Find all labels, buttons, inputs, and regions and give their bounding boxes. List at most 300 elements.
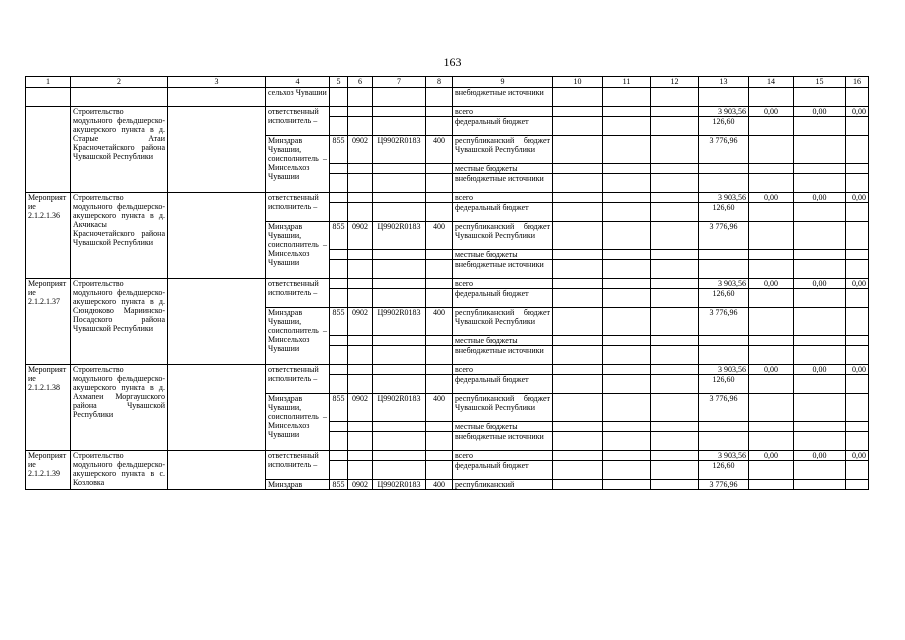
col3-cell [168, 88, 266, 107]
value-cell [749, 136, 794, 164]
table-row [26, 107, 869, 117]
value-cell [553, 461, 603, 480]
source-cell: местные бюджеты [453, 164, 553, 174]
source-cell: всего [453, 451, 553, 461]
classifier-cell [330, 250, 348, 260]
value-cell [603, 193, 651, 203]
classifier-cell [348, 336, 373, 346]
value-cell [846, 260, 869, 279]
total-value-cell [699, 336, 749, 346]
value-cell [749, 308, 794, 336]
classifier-cell [373, 260, 426, 279]
source-cell: всего [453, 193, 553, 203]
source-cell: внебюджетные источники [453, 346, 553, 365]
classifier-cell [348, 422, 373, 432]
value-cell [749, 432, 794, 451]
total-value-cell: 3 776,96 [699, 136, 749, 164]
classifier-cell [373, 365, 426, 375]
value-cell [749, 250, 794, 260]
value-cell [749, 117, 794, 136]
header-cell: 3 [168, 77, 266, 88]
classifier-cell [426, 193, 453, 203]
header-cell: 8 [426, 77, 453, 88]
value-cell [651, 375, 699, 394]
value-cell [846, 394, 869, 422]
value-cell [603, 336, 651, 346]
value-cell [749, 222, 794, 250]
classifier-cell [426, 289, 453, 308]
measure-code: Мероприятие 2.1.2.1.36 [26, 193, 71, 279]
source-cell: всего [453, 107, 553, 117]
value-cell [603, 480, 651, 490]
vr-cell: 400 [426, 480, 453, 490]
total-value-cell [699, 164, 749, 174]
source-cell: республиканский бюджет Чувашской Республики [453, 308, 553, 336]
classifier-cell [330, 346, 348, 365]
value-cell [603, 203, 651, 222]
rzpr-cell: 0902 [348, 308, 373, 336]
value-cell [651, 480, 699, 490]
value-cell [749, 336, 794, 346]
value-cell [651, 308, 699, 336]
header-row [26, 77, 869, 88]
value-cell [794, 174, 846, 193]
value-cell [651, 279, 699, 289]
value-cell [651, 136, 699, 164]
value-cell [553, 346, 603, 365]
name-cell [71, 88, 168, 107]
value-cell [603, 289, 651, 308]
value-cell: 0,00 [749, 451, 794, 461]
value-cell [794, 308, 846, 336]
measure-name: Строительство модульного фельдшерско-акушерского пункта в д. Акчикасы Красночетайского района Чувашской Республики [71, 193, 168, 279]
vr-cell: 400 [426, 308, 453, 336]
col3-cell [168, 193, 266, 279]
rzpr-cell: 0902 [348, 480, 373, 490]
grbs-cell: 855 [330, 480, 348, 490]
value-cell: 0,00 [794, 107, 846, 117]
value-cell [603, 260, 651, 279]
value-cell [603, 394, 651, 422]
value-cell [651, 451, 699, 461]
value-cell [794, 203, 846, 222]
value-cell [553, 88, 603, 107]
value-cell [846, 308, 869, 336]
value-cell [794, 164, 846, 174]
page-number: 163 [443, 55, 462, 69]
value-cell: 0,00 [749, 365, 794, 375]
classifier-cell [373, 117, 426, 136]
value-cell [603, 174, 651, 193]
value-cell [651, 174, 699, 193]
classifier-cell [330, 260, 348, 279]
classifier-cell [426, 88, 453, 107]
value-cell: 0,00 [794, 279, 846, 289]
value-cell [846, 289, 869, 308]
source-cell: внебюджетные источники [453, 432, 553, 451]
value-cell [794, 289, 846, 308]
source-cell: всего [453, 365, 553, 375]
classifier-cell [348, 193, 373, 203]
value-cell [651, 365, 699, 375]
value-cell [651, 394, 699, 422]
value-cell [553, 136, 603, 164]
value-cell [749, 88, 794, 107]
classifier-cell [426, 164, 453, 174]
classifier-cell [373, 250, 426, 260]
classifier-cell [426, 451, 453, 461]
classifier-cell [348, 375, 373, 394]
classifier-cell [330, 174, 348, 193]
classifier-cell [348, 117, 373, 136]
classifier-cell [426, 174, 453, 193]
total-value-cell: 3 903,56 [699, 365, 749, 375]
classifier-cell [373, 422, 426, 432]
value-cell [553, 203, 603, 222]
total-value-cell: 3 903,56 [699, 107, 749, 117]
value-cell: 0,00 [846, 365, 869, 375]
classifier-cell [373, 193, 426, 203]
classifier-cell [426, 117, 453, 136]
value-cell [553, 394, 603, 422]
value-cell [846, 164, 869, 174]
code-cell [26, 88, 71, 107]
value-cell [603, 136, 651, 164]
value-cell [603, 107, 651, 117]
value-cell [651, 222, 699, 250]
value-cell: 0,00 [846, 193, 869, 203]
responsible-cell: ответственный исполнитель – [266, 279, 330, 308]
value-cell [794, 346, 846, 365]
measure-code: Мероприятие 2.1.2.1.38 [26, 365, 71, 451]
csr-cell: Ц9902R0183 [373, 222, 426, 250]
total-value-cell [699, 174, 749, 193]
value-cell [846, 375, 869, 394]
value-cell [651, 432, 699, 451]
value-cell [794, 222, 846, 250]
responsible-cell: Минздрав Чувашии, соисполнитель – Минсельхоз Чувашии [266, 222, 330, 279]
value-cell [553, 336, 603, 346]
value-cell [749, 164, 794, 174]
header-cell: 10 [553, 77, 603, 88]
source-cell: федеральный бюджет [453, 461, 553, 480]
total-value-cell [699, 260, 749, 279]
col3-cell [168, 451, 266, 490]
value-cell [553, 432, 603, 451]
value-cell [553, 279, 603, 289]
value-cell [846, 203, 869, 222]
total-value-cell [699, 346, 749, 365]
value-cell [651, 461, 699, 480]
responsible-cell: Минздрав [266, 480, 330, 490]
value-cell [794, 117, 846, 136]
classifier-cell [373, 451, 426, 461]
col3-cell [168, 365, 266, 451]
classifier-cell [373, 289, 426, 308]
value-cell [794, 250, 846, 260]
source-cell: внебюджетные источники [453, 260, 553, 279]
csr-cell: Ц9902R0183 [373, 480, 426, 490]
value-cell [749, 480, 794, 490]
rzpr-cell: 0902 [348, 222, 373, 250]
value-cell [603, 164, 651, 174]
responsible-cell: ответственный исполнитель – [266, 451, 330, 480]
classifier-cell [373, 461, 426, 480]
classifier-cell [348, 432, 373, 451]
value-cell [651, 250, 699, 260]
responsible-cell: ответственный исполнитель – [266, 193, 330, 222]
value-cell [749, 422, 794, 432]
classifier-cell [373, 174, 426, 193]
value-cell: 0,00 [749, 193, 794, 203]
vr-cell: 400 [426, 222, 453, 250]
classifier-cell [330, 107, 348, 117]
total-value-cell: 3 903,56 [699, 279, 749, 289]
value-cell [846, 88, 869, 107]
grbs-cell: 855 [330, 308, 348, 336]
classifier-cell [373, 432, 426, 451]
classifier-cell [330, 117, 348, 136]
value-cell [603, 346, 651, 365]
classifier-cell [330, 432, 348, 451]
value-cell [553, 107, 603, 117]
col3-cell [168, 107, 266, 193]
classifier-cell [426, 365, 453, 375]
value-cell [553, 174, 603, 193]
responsible-cell: ответственный исполнитель – [266, 107, 330, 136]
classifier-cell [373, 346, 426, 365]
responsible-cell: Минздрав Чувашии, соисполнитель – Минсельхоз Чувашии [266, 394, 330, 451]
measure-name: Строительство модульного фельдшерско-акушерского пункта в д. Сюндюково Мариинско-Посадского района Чувашской Республики [71, 279, 168, 365]
value-cell [846, 432, 869, 451]
value-cell [749, 375, 794, 394]
classifier-cell [426, 461, 453, 480]
total-value-cell: 126,60 [699, 117, 749, 136]
classifier-cell [330, 461, 348, 480]
classifier-cell [348, 279, 373, 289]
value-cell [846, 222, 869, 250]
source-cell: местные бюджеты [453, 336, 553, 346]
classifier-cell [373, 279, 426, 289]
value-cell [603, 451, 651, 461]
table-row [26, 365, 869, 375]
classifier-cell [348, 289, 373, 308]
source-cell: всего [453, 279, 553, 289]
measure-name: Строительство модульного фельдшерско-акушерского пункта в д. Старые Атаи Красночетайского района Чувашской Республики [71, 107, 168, 193]
header-cell: 15 [794, 77, 846, 88]
classifier-cell [373, 88, 426, 107]
value-cell [846, 480, 869, 490]
classifier-cell [348, 250, 373, 260]
total-value-cell: 126,60 [699, 289, 749, 308]
source-cell: республиканский бюджет Чувашской Республики [453, 394, 553, 422]
classifier-cell [330, 203, 348, 222]
value-cell [603, 422, 651, 432]
total-value-cell: 126,60 [699, 375, 749, 394]
table-body [26, 77, 869, 490]
source-cell: республиканский бюджет Чувашской Республики [453, 136, 553, 164]
value-cell [794, 336, 846, 346]
header-cell: 9 [453, 77, 553, 88]
value-cell [794, 375, 846, 394]
grbs-cell: 855 [330, 136, 348, 164]
value-cell [846, 250, 869, 260]
header-cell: 1 [26, 77, 71, 88]
classifier-cell [330, 279, 348, 289]
value-cell [651, 346, 699, 365]
continuation-row [26, 88, 869, 107]
value-cell [651, 289, 699, 308]
value-cell [749, 289, 794, 308]
value-cell [553, 164, 603, 174]
value-cell: 0,00 [794, 365, 846, 375]
table-row [26, 279, 869, 289]
total-value-cell: 126,60 [699, 461, 749, 480]
classifier-cell [348, 365, 373, 375]
value-cell [603, 250, 651, 260]
classifier-cell [426, 336, 453, 346]
value-cell [794, 480, 846, 490]
total-value-cell: 3 776,96 [699, 394, 749, 422]
value-cell [846, 136, 869, 164]
responsible-cell: Минздрав Чувашии, соисполнитель – Минсельхоз Чувашии [266, 308, 330, 365]
value-cell [846, 461, 869, 480]
total-value-cell: 126,60 [699, 203, 749, 222]
value-cell [651, 107, 699, 117]
classifier-cell [373, 164, 426, 174]
value-cell [794, 136, 846, 164]
value-cell [603, 461, 651, 480]
value-cell [699, 88, 749, 107]
value-cell [603, 365, 651, 375]
header-cell: 7 [373, 77, 426, 88]
col3-cell [168, 279, 266, 365]
header-cell: 5 [330, 77, 348, 88]
total-value-cell: 3 776,96 [699, 308, 749, 336]
source-cell: федеральный бюджет [453, 117, 553, 136]
responsible-cell: ответственный исполнитель – [266, 365, 330, 394]
total-value-cell [699, 432, 749, 451]
source-cell: внебюджетные источники [453, 88, 553, 107]
value-cell [603, 88, 651, 107]
total-value-cell [699, 422, 749, 432]
value-cell [603, 117, 651, 136]
value-cell [651, 193, 699, 203]
classifier-cell [373, 336, 426, 346]
value-cell [794, 461, 846, 480]
value-cell [651, 117, 699, 136]
classifier-cell [330, 164, 348, 174]
grbs-cell: 855 [330, 394, 348, 422]
value-cell: 0,00 [846, 107, 869, 117]
value-cell: 0,00 [794, 451, 846, 461]
classifier-cell [426, 432, 453, 451]
rzpr-cell: 0902 [348, 136, 373, 164]
header-cell: 2 [71, 77, 168, 88]
classifier-cell [348, 164, 373, 174]
classifier-cell [426, 107, 453, 117]
value-cell [603, 279, 651, 289]
classifier-cell [330, 451, 348, 461]
value-cell [553, 117, 603, 136]
table-row [26, 193, 869, 203]
measure-code: Мероприятие 2.1.2.1.37 [26, 279, 71, 365]
value-cell [794, 422, 846, 432]
classifier-cell [348, 174, 373, 193]
value-cell [846, 422, 869, 432]
classifier-cell [426, 260, 453, 279]
classifier-cell [330, 289, 348, 308]
responsible-cell: Минздрав Чувашии, соисполнитель – Минсельхоз Чувашии [266, 136, 330, 193]
value-cell [846, 117, 869, 136]
classifier-cell [426, 375, 453, 394]
classifier-cell [426, 250, 453, 260]
value-cell [846, 174, 869, 193]
total-value-cell [699, 250, 749, 260]
header-cell: 6 [348, 77, 373, 88]
classifier-cell [348, 451, 373, 461]
csr-cell: Ц9902R0183 [373, 394, 426, 422]
classifier-cell [373, 107, 426, 117]
classifier-cell [426, 279, 453, 289]
csr-cell: Ц9902R0183 [373, 136, 426, 164]
value-cell [553, 308, 603, 336]
value-cell [651, 164, 699, 174]
classifier-cell [330, 88, 348, 107]
classifier-cell [348, 203, 373, 222]
measure-code: Мероприятие 2.1.2.1.39 [26, 451, 71, 490]
classifier-cell [373, 203, 426, 222]
value-cell [651, 88, 699, 107]
classifier-cell [373, 375, 426, 394]
value-cell [749, 174, 794, 193]
value-cell [603, 222, 651, 250]
value-cell [846, 346, 869, 365]
value-cell [553, 289, 603, 308]
value-cell [749, 394, 794, 422]
header-cell: 13 [699, 77, 749, 88]
header-cell: 12 [651, 77, 699, 88]
header-cell: 11 [603, 77, 651, 88]
total-value-cell: 3 776,96 [699, 222, 749, 250]
measure-name: Строительство модульного фельдшерско-акушерского пункта в д. Ахмапеи Моргаушского района Чувашской Республики [71, 365, 168, 451]
value-cell [749, 203, 794, 222]
classifier-cell [330, 193, 348, 203]
classifier-cell [330, 336, 348, 346]
classifier-cell [426, 346, 453, 365]
classifier-cell [348, 346, 373, 365]
value-cell [651, 422, 699, 432]
value-cell [794, 394, 846, 422]
responsible-cell: сельхоз Чувашии [266, 88, 330, 107]
value-cell: 0,00 [794, 193, 846, 203]
value-cell [553, 375, 603, 394]
value-cell: 0,00 [749, 279, 794, 289]
value-cell [794, 260, 846, 279]
total-value-cell: 3 903,56 [699, 193, 749, 203]
value-cell [749, 346, 794, 365]
value-cell [603, 308, 651, 336]
value-cell [553, 422, 603, 432]
csr-cell: Ц9902R0183 [373, 308, 426, 336]
value-cell [553, 365, 603, 375]
source-cell: федеральный бюджет [453, 203, 553, 222]
value-cell [651, 260, 699, 279]
source-cell: местные бюджеты [453, 250, 553, 260]
measure-code [26, 107, 71, 193]
source-cell: федеральный бюджет [453, 289, 553, 308]
classifier-cell [330, 365, 348, 375]
